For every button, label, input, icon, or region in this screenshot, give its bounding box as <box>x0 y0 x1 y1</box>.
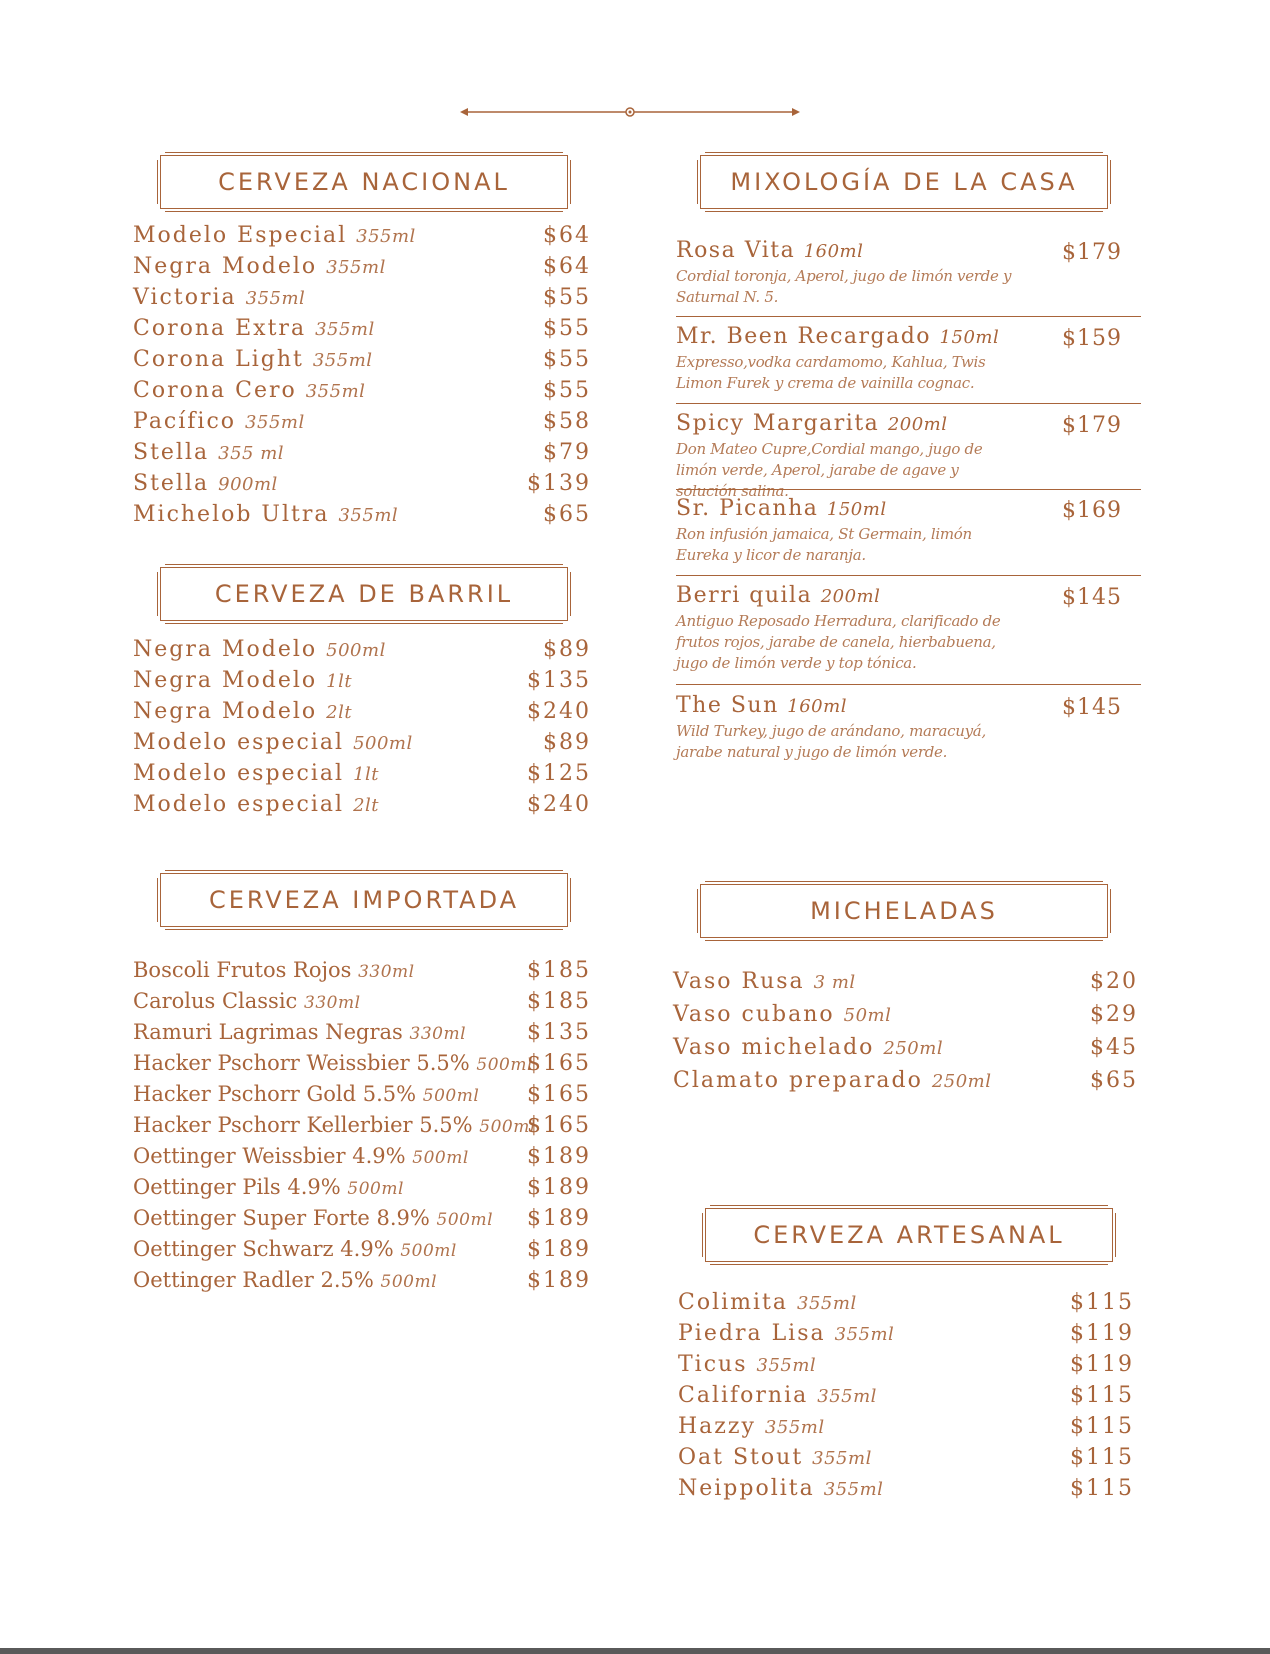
item-size: 2lt <box>326 702 353 723</box>
item-name-text: Oettinger Weissbier 4.9% <box>133 1144 406 1168</box>
item-price: $165 <box>527 1113 591 1138</box>
item-price: $115 <box>1070 1476 1134 1501</box>
item-name <box>133 468 278 500</box>
item-price: $135 <box>527 668 591 693</box>
item-name-text: Vaso cubano <box>673 1002 835 1027</box>
item-name <box>133 406 305 438</box>
mixology-item <box>676 583 1122 672</box>
item-size: 330ml <box>358 962 415 982</box>
item-price: $29 <box>1090 1002 1138 1027</box>
item-name-text: Corona Extra <box>133 316 307 341</box>
item-price: $185 <box>527 989 591 1014</box>
item-name-text: Hacker Pschorr Gold 5.5% <box>133 1082 417 1106</box>
menu-list-mixologia <box>676 238 1141 798</box>
item-size: 150ml <box>939 327 1000 348</box>
item-name-text: Carolus Classic <box>133 989 298 1013</box>
menu-item <box>133 499 591 530</box>
item-size: 355ml <box>245 412 305 433</box>
item-size: 160ml <box>803 241 864 262</box>
item-name <box>133 789 379 821</box>
item-size: 500ml <box>400 1241 457 1261</box>
item-price: $159 <box>1062 326 1122 351</box>
menu-item <box>133 727 591 758</box>
item-name <box>676 583 880 608</box>
item-name-text: Clamato preparado <box>673 1068 923 1093</box>
item-name <box>133 1141 469 1174</box>
item-separator <box>676 489 1141 490</box>
item-name <box>133 758 379 790</box>
item-price: $65 <box>1090 1068 1138 1093</box>
item-description: Expresso,vodka cardamomo, Kahlua, Twis Limon Furek y crema de vainilla cognac. <box>676 353 986 392</box>
section-header-cerveza-nacional <box>160 155 568 209</box>
item-size: 330ml <box>409 1024 467 1044</box>
menu-item <box>678 1411 1134 1442</box>
item-name <box>676 693 847 718</box>
item-size: 1lt <box>353 764 380 785</box>
section-header-cerveza-artesanal <box>705 1208 1113 1262</box>
item-price: $119 <box>1070 1352 1134 1377</box>
menu-item <box>133 634 591 665</box>
item-size: 250ml <box>931 1071 992 1092</box>
item-name-text: Modelo Especial <box>133 223 348 248</box>
item-price: $145 <box>1062 695 1122 720</box>
menu-item <box>133 1203 591 1234</box>
item-size: 355ml <box>356 226 416 247</box>
section-header-cerveza-barril <box>160 567 568 621</box>
menu-item <box>133 437 591 468</box>
item-size: 3 ml <box>813 972 856 993</box>
item-size: 355ml <box>305 381 366 402</box>
menu-item <box>133 955 591 986</box>
item-price: $89 <box>543 730 591 755</box>
menu-item <box>133 1110 591 1141</box>
mixology-item <box>676 411 1122 500</box>
item-name <box>133 1048 533 1081</box>
menu-item <box>678 1318 1134 1349</box>
item-name <box>678 1287 857 1319</box>
item-name-text: Vaso Rusa <box>673 969 805 994</box>
item-name-text: Vaso michelado <box>673 1035 875 1060</box>
item-name <box>676 238 863 263</box>
item-name <box>676 411 948 436</box>
item-name-text: Mr. Been Recargado <box>676 324 932 349</box>
section-title: CERVEZA NACIONAL <box>218 168 510 196</box>
item-name-text: Spicy Margarita <box>676 411 880 436</box>
item-name-text: Ramuri Lagrimas Negras <box>133 1020 403 1044</box>
menu-item <box>678 1473 1134 1504</box>
item-size: 355ml <box>797 1293 857 1314</box>
mixology-item <box>676 238 1122 318</box>
section-title: CERVEZA IMPORTADA <box>208 886 520 914</box>
item-name-text: Pacífico <box>133 409 237 434</box>
item-name <box>133 1079 479 1112</box>
section-title: CERVEZA DE BARRIL <box>214 580 514 608</box>
item-price: $119 <box>1070 1321 1134 1346</box>
item-price: $55 <box>543 378 591 403</box>
item-name-text: Corona Cero <box>133 378 297 403</box>
item-name <box>133 344 373 376</box>
item-name-text: Michelob Ultra <box>133 502 330 527</box>
item-name <box>678 1473 883 1505</box>
item-size: 500ml <box>479 1117 536 1137</box>
item-name <box>678 1318 894 1350</box>
item-size: 355 ml <box>218 443 285 464</box>
item-name <box>133 499 398 531</box>
item-size: 2lt <box>353 795 380 816</box>
item-name <box>678 1349 816 1381</box>
item-price: $45 <box>1090 1035 1138 1060</box>
item-price: $55 <box>543 285 591 310</box>
menu-item <box>673 1065 1138 1098</box>
item-size: 150ml <box>826 499 887 520</box>
item-name <box>673 999 891 1031</box>
item-name-text: Oettinger Super Forte 8.9% <box>133 1206 430 1230</box>
item-separator <box>676 316 1141 317</box>
item-description: Cordial toronja, Aperol, jugo de limón verde y Saturnal N. 5. <box>676 267 1012 306</box>
item-size: 355ml <box>823 1479 884 1500</box>
item-size: 355ml <box>812 1448 872 1469</box>
item-name <box>133 437 284 469</box>
item-size: 355ml <box>326 257 386 278</box>
item-name <box>678 1380 877 1412</box>
item-name-text: Modelo especial <box>133 761 345 786</box>
item-name <box>676 496 887 521</box>
item-size: 355ml <box>338 505 399 526</box>
item-price: $179 <box>1062 240 1122 265</box>
item-name-text: Oettinger Radler 2.5% <box>133 1268 374 1292</box>
menu-item <box>133 313 591 344</box>
item-price: $55 <box>543 347 591 372</box>
bottom-bar <box>0 1648 1270 1654</box>
menu-item <box>133 1234 591 1265</box>
item-size: 50ml <box>843 1005 892 1026</box>
menu-list-cerveza-importada <box>133 955 591 1296</box>
item-price: $64 <box>543 223 591 248</box>
menu-item <box>133 1079 591 1110</box>
menu-item <box>678 1442 1134 1473</box>
mixology-item <box>676 324 1122 404</box>
menu-item <box>678 1380 1134 1411</box>
menu-item <box>133 406 591 437</box>
item-price: $240 <box>527 792 591 817</box>
section-title: CERVEZA ARTESANAL <box>753 1221 1065 1249</box>
item-size: 355ml <box>764 1417 825 1438</box>
item-size: 355ml <box>834 1324 895 1345</box>
menu-list-cerveza-nacional <box>133 220 591 530</box>
item-price: $169 <box>1062 498 1122 523</box>
item-size: 160ml <box>787 696 847 717</box>
item-name <box>133 1017 466 1050</box>
item-name-text: The Sun <box>676 693 779 718</box>
item-name-text: Hacker Pschorr Weissbier 5.5% <box>133 1051 470 1075</box>
menu-item <box>133 375 591 406</box>
item-name <box>676 324 999 349</box>
menu-list-cerveza-barril <box>133 634 591 820</box>
item-name-text: Piedra Lisa <box>678 1321 826 1346</box>
menu-item <box>133 1172 591 1203</box>
item-price: $240 <box>527 699 591 724</box>
item-name <box>133 665 352 697</box>
item-name-text: Oat Stout <box>678 1445 804 1470</box>
item-price: $145 <box>1062 585 1122 610</box>
section-title: MICHELADAS <box>810 897 998 925</box>
item-name-text: Modelo especial <box>133 792 345 817</box>
menu-item <box>678 1349 1134 1380</box>
item-description: Don Mateo Cupre,Cordial mango, jugo de limón verde, Aperol, jarabe de agave y solución salina. <box>676 440 983 500</box>
item-name-text: Oettinger Pils 4.9% <box>133 1175 341 1199</box>
section-header-mixologia <box>700 155 1108 209</box>
item-name <box>678 1442 872 1474</box>
item-name-text: Modelo especial <box>133 730 345 755</box>
item-name <box>133 313 375 345</box>
item-price: $115 <box>1070 1383 1134 1408</box>
item-name-text: Negra Modelo <box>133 699 318 724</box>
item-price: $115 <box>1070 1445 1134 1470</box>
item-price: $189 <box>527 1175 591 1200</box>
item-size: 355ml <box>312 350 373 371</box>
menu-item <box>133 220 591 251</box>
menu-item <box>133 665 591 696</box>
item-name <box>133 1234 457 1267</box>
item-name <box>133 1265 437 1298</box>
section-title: MIXOLOGÍA DE LA CASA <box>730 168 1078 196</box>
item-price: $125 <box>527 761 591 786</box>
item-price: $20 <box>1090 969 1138 994</box>
item-name <box>133 375 365 407</box>
item-price: $165 <box>527 1082 591 1107</box>
item-name-text: Hacker Pschorr Kellerbier 5.5% <box>133 1113 473 1137</box>
item-size: 355ml <box>245 288 306 309</box>
item-name-text: Oettinger Schwarz 4.9% <box>133 1237 394 1261</box>
item-price: $115 <box>1070 1414 1134 1439</box>
item-price: $65 <box>543 502 591 527</box>
item-name-text: Ticus <box>678 1352 748 1377</box>
menu-item <box>133 468 591 499</box>
item-size: 250ml <box>883 1038 944 1059</box>
menu-item <box>133 986 591 1017</box>
item-name <box>678 1411 825 1443</box>
item-price: $189 <box>527 1237 591 1262</box>
section-header-cerveza-importada <box>160 873 568 927</box>
item-name <box>133 986 361 1019</box>
item-price: $64 <box>543 254 591 279</box>
item-size: 500ml <box>436 1210 494 1230</box>
item-price: $55 <box>543 316 591 341</box>
item-price: $179 <box>1062 413 1122 438</box>
menu-item <box>133 758 591 789</box>
item-name-text: Sr. Picanha <box>676 496 819 521</box>
menu-item <box>133 789 591 820</box>
item-price: $135 <box>527 1020 591 1045</box>
menu-item <box>133 344 591 375</box>
menu-item <box>678 1287 1134 1318</box>
item-name-text: Boscoli Frutos Rojos <box>133 958 352 982</box>
item-name-text: Rosa Vita <box>676 238 796 263</box>
item-name-text: Stella <box>133 440 210 465</box>
item-name-text: Corona Light <box>133 347 304 372</box>
item-price: $185 <box>527 958 591 983</box>
item-price: $89 <box>543 637 591 662</box>
item-size: 355ml <box>315 319 375 340</box>
item-name-text: Neippolita <box>678 1476 815 1501</box>
menu-list-cerveza-artesanal <box>678 1287 1134 1504</box>
item-name-text: Negra Modelo <box>133 254 318 279</box>
item-name-text: Stella <box>133 471 210 496</box>
item-name <box>133 282 305 314</box>
item-name-text: Victoria <box>133 285 237 310</box>
mixology-item <box>676 693 1122 773</box>
menu-item <box>133 1265 591 1296</box>
item-price: $189 <box>527 1268 591 1293</box>
item-separator <box>676 403 1141 404</box>
menu-item <box>673 966 1138 999</box>
item-name-text: Berri quila <box>676 583 813 608</box>
menu-item <box>133 1048 591 1079</box>
item-name <box>673 1032 943 1064</box>
menu-item <box>133 282 591 313</box>
item-size: 200ml <box>887 414 948 435</box>
item-name-text: Negra Modelo <box>133 668 318 693</box>
item-name <box>133 251 386 283</box>
mixology-item <box>676 496 1122 576</box>
menu-item <box>673 999 1138 1032</box>
section-header-micheladas <box>700 884 1108 938</box>
item-separator <box>676 684 1141 685</box>
item-name <box>133 1203 493 1236</box>
item-name <box>673 966 856 998</box>
item-size: 500ml <box>476 1055 533 1075</box>
item-size: 355ml <box>817 1386 877 1407</box>
item-name <box>133 1110 536 1143</box>
ornament-divider <box>460 104 800 124</box>
menu-list-micheladas <box>673 966 1138 1098</box>
item-name-text: California <box>678 1383 809 1408</box>
item-size: 1lt <box>326 671 353 692</box>
item-name <box>133 634 386 666</box>
item-size: 500ml <box>326 640 386 661</box>
item-size: 500ml <box>353 733 413 754</box>
item-price: $115 <box>1070 1290 1134 1315</box>
item-name <box>133 696 352 728</box>
menu-item <box>673 1032 1138 1065</box>
item-size: 355ml <box>756 1355 817 1376</box>
item-price: $139 <box>527 471 591 496</box>
menu-item <box>133 251 591 282</box>
item-name <box>133 727 413 759</box>
item-name <box>133 955 415 988</box>
item-price: $189 <box>527 1144 591 1169</box>
item-name <box>133 220 416 252</box>
item-name-text: Colimita <box>678 1290 789 1315</box>
item-price: $58 <box>543 409 591 434</box>
item-price: $165 <box>527 1051 591 1076</box>
menu-item <box>133 1141 591 1172</box>
menu-item <box>133 696 591 727</box>
item-separator <box>676 575 1141 576</box>
item-name <box>673 1065 992 1097</box>
item-size: 200ml <box>820 586 881 607</box>
item-size: 330ml <box>304 993 361 1013</box>
item-size: 900ml <box>218 474 278 495</box>
item-name-text: Negra Modelo <box>133 637 318 662</box>
item-description: Ron infusión jamaica, St Germain, limón Eureka y licor de naranja. <box>676 525 972 564</box>
item-description: Antiguo Reposado Herradura, clarificado de frutos rojos, jarabe de canela, hierbabuena, jugo de limón verde y top tónica. <box>676 612 1001 672</box>
item-size: 500ml <box>412 1148 469 1168</box>
item-name-text: Hazzy <box>678 1414 756 1439</box>
item-size: 500ml <box>347 1179 404 1199</box>
item-size: 500ml <box>422 1086 480 1106</box>
item-size: 500ml <box>380 1272 438 1292</box>
menu-item <box>133 1017 591 1048</box>
item-price: $79 <box>543 440 591 465</box>
item-name <box>133 1172 404 1205</box>
item-description: Wild Turkey, jugo de arándano, maracuyá, jarabe natural y jugo de limón verde. <box>676 722 986 761</box>
item-price: $189 <box>527 1206 591 1231</box>
